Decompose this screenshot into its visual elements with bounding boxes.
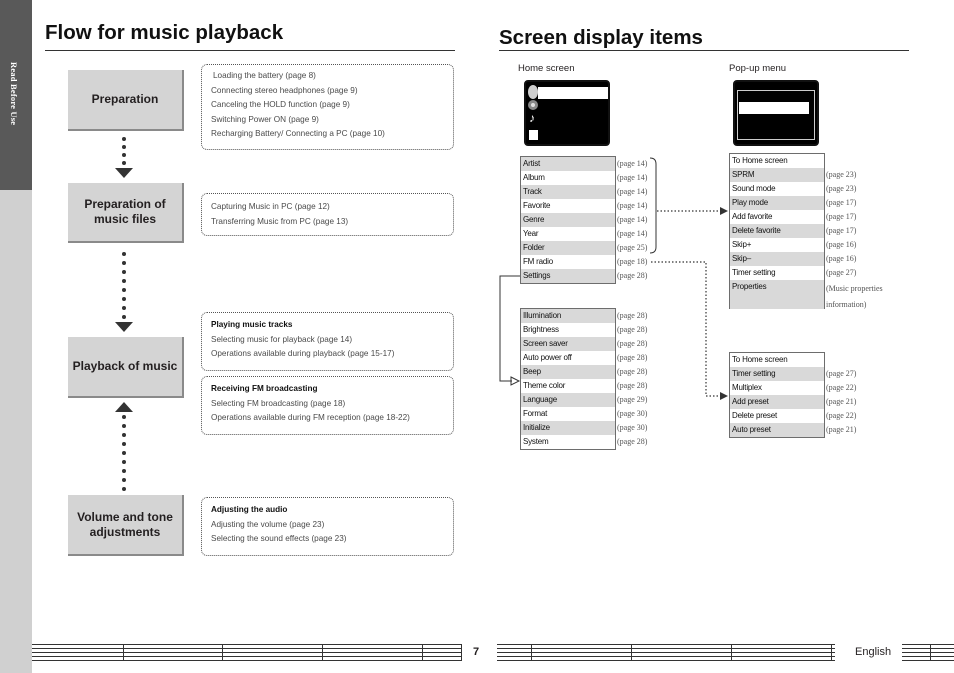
detail-line: Selecting FM broadcasting (page 18) (211, 398, 346, 408)
page-ref: (page 30) (617, 409, 648, 418)
settings-item-format: Format (523, 409, 548, 418)
page-ref: (page 28) (617, 437, 648, 446)
settings-item-screen-saver: Screen saver (521, 337, 615, 351)
menu-item-year: Year (523, 229, 539, 238)
detail-heading: Receiving FM broadcasting (211, 384, 318, 393)
footer-rule (32, 648, 462, 649)
footer-rule (32, 652, 462, 653)
detail-line: Operations available during FM reception (page 18-22) (211, 413, 410, 423)
detail-line: Operations available during playback (page 15-17) (211, 349, 395, 359)
step-preparation: Preparation (68, 70, 184, 131)
settings-item-theme-color: Theme color (523, 381, 566, 390)
page-ref: (page 17) (826, 198, 857, 207)
popup-fm-item-multiplex: Multiplex (732, 383, 762, 392)
detail-line: Canceling the HOLD function (page 9) (211, 100, 350, 110)
menu-item-track: Track (521, 185, 615, 199)
footer-tick (831, 644, 832, 660)
popup-item-to-home: To Home screen (732, 156, 788, 165)
page-number: 7 (473, 646, 480, 658)
footer-rule (497, 656, 835, 657)
footer-rule (902, 656, 954, 657)
footer-tick (531, 644, 532, 660)
footer-rule (497, 660, 835, 661)
page-ref: (page 14) (617, 229, 648, 238)
page-ref: (Music properties (826, 284, 883, 293)
footer-tick (422, 644, 423, 660)
page-ref: (page 21) (826, 425, 857, 434)
popup-menu-label: Pop-up menu (729, 63, 787, 74)
footer-rule (32, 644, 462, 645)
footer-tick (631, 644, 632, 660)
settings-connector (500, 276, 520, 381)
popup-item-skip-plus: Skip+ (732, 240, 752, 249)
settings-item-brightness: Brightness (523, 325, 559, 334)
page-ref: (page 23) (826, 170, 857, 179)
home-screen-label: Home screen (518, 63, 575, 74)
page-ref: (page 14) (617, 173, 648, 182)
popup-fm-item-add-preset: Add preset (730, 395, 824, 409)
detail-line: Loading the battery (page 8) (213, 71, 316, 80)
popup-item-add-favorite: Add favorite (732, 212, 773, 221)
page-ref: (page 28) (617, 325, 648, 334)
settings-item-auto-power-off: Auto power off (523, 353, 572, 362)
screen-items-title: Screen display items (499, 26, 703, 49)
popup-item-delete-favorite: Delete favorite (730, 224, 824, 238)
menu-item-settings: Settings (521, 269, 615, 283)
menu-item-favorite: Favorite (523, 201, 551, 210)
footer-rule (32, 660, 462, 661)
detail-line: Connecting stereo headphones (page 9) (211, 85, 358, 95)
page-ref: (page 14) (617, 201, 648, 210)
page-ref: (page 28) (617, 271, 648, 280)
detail-heading: Adjusting the audio (211, 505, 288, 514)
page-ref: (page 17) (826, 226, 857, 235)
detail-line: Transferring Music from PC (page 13) (211, 216, 349, 226)
footer-tick (461, 644, 462, 660)
footer-rule (497, 644, 835, 645)
page-ref: (page 14) (617, 159, 648, 168)
detail-heading: Playing music tracks (211, 320, 293, 329)
footer-tick (322, 644, 323, 660)
settings-item-system: System (523, 437, 549, 446)
page-ref: (page 16) (826, 240, 857, 249)
popup-fm-item-delete-preset: Delete preset (732, 411, 777, 420)
footer-rule (902, 660, 954, 661)
detail-line: Adjusting the volume (page 23) (211, 519, 325, 529)
page-ref: (page 25) (617, 243, 648, 252)
footer-tick (930, 644, 931, 660)
language-label: English (855, 646, 892, 658)
detail-line: Selecting music for playback (page 14) (211, 334, 353, 344)
popup-fm-item-auto-preset: Auto preset (730, 423, 824, 437)
page-ref: (page 16) (826, 254, 857, 263)
arrow-right-icon (720, 207, 728, 215)
footer-rule (32, 656, 462, 657)
footer-rule (902, 652, 954, 653)
footer-rule (902, 648, 954, 649)
music-note-icon: ♪ (529, 111, 535, 125)
page-ref: (page 28) (617, 367, 648, 376)
popup-item-timer-setting: Timer setting (732, 268, 776, 277)
menu-item-genre: Genre (521, 213, 615, 227)
popup-item-properties: Properties (730, 280, 824, 309)
page-ref: (page 23) (826, 184, 857, 193)
menu-item-artist: Artist (521, 157, 615, 171)
footer-rule (497, 648, 835, 649)
footer-tick (222, 644, 223, 660)
popup-item-sound-mode: Sound mode (732, 184, 776, 193)
flow-title: Flow for music playback (45, 21, 284, 44)
page-ref: (page 28) (617, 381, 648, 390)
settings-item-initialize: Initialize (521, 421, 615, 435)
page-ref: (page 22) (826, 411, 857, 420)
bracket-connector (650, 158, 656, 253)
page-ref: (page 28) (617, 339, 648, 348)
step-preparation-music-files: Preparation of music files (68, 183, 184, 243)
page-ref: (page 27) (826, 369, 857, 378)
detail-line: Switching Power ON (page 9) (211, 114, 319, 124)
footer-rule (497, 652, 835, 653)
page-ref: (page 22) (826, 383, 857, 392)
footer-tick (731, 644, 732, 660)
page-ref: (page 28) (617, 311, 648, 320)
settings-item-language: Language (521, 393, 615, 407)
detail-line: Selecting the sound effects (page 23) (211, 534, 347, 544)
popup-item-skip-minus: Skip– (730, 252, 824, 266)
page-ref: (page 17) (826, 212, 857, 221)
page-ref: information) (826, 300, 867, 309)
side-tab-label: Read Before Use (9, 62, 19, 126)
menu-item-folder: Folder (521, 241, 615, 255)
settings-item-beep: Beep (521, 365, 615, 379)
step-playback-music: Playback of music (68, 337, 184, 398)
page-ref: (page 18) (617, 257, 648, 266)
page-ref: (page 27) (826, 268, 857, 277)
settings-item-illumination: Illumination (521, 309, 615, 323)
arrow-right-icon (720, 392, 728, 400)
page-ref: (page 28) (617, 353, 648, 362)
footer-tick (123, 644, 124, 660)
step-volume-tone: Volume and tone adjustments (68, 495, 184, 556)
page-ref: (page 30) (617, 423, 648, 432)
footer-rule (902, 644, 954, 645)
popup-item-sprm: SPRM (730, 168, 824, 182)
detail-line: Recharging Battery/ Connecting a PC (page 10) (211, 129, 385, 139)
page-ref: (page 29) (617, 395, 648, 404)
detail-line: Capturing Music in PC (page 12) (211, 202, 330, 211)
dotted-connector-fm (651, 262, 720, 396)
page-ref: (page 14) (617, 215, 648, 224)
page-ref: (page 14) (617, 187, 648, 196)
menu-item-fm-radio: FM radio (523, 257, 553, 266)
menu-item-album: Album (523, 173, 545, 182)
page-ref: (page 21) (826, 397, 857, 406)
popup-fm-item-timer-setting: Timer setting (730, 367, 824, 381)
popup-item-play-mode: Play mode (730, 196, 824, 210)
arrow-right-outline-icon (511, 377, 519, 385)
popup-fm-item-to-home: To Home screen (732, 355, 788, 364)
